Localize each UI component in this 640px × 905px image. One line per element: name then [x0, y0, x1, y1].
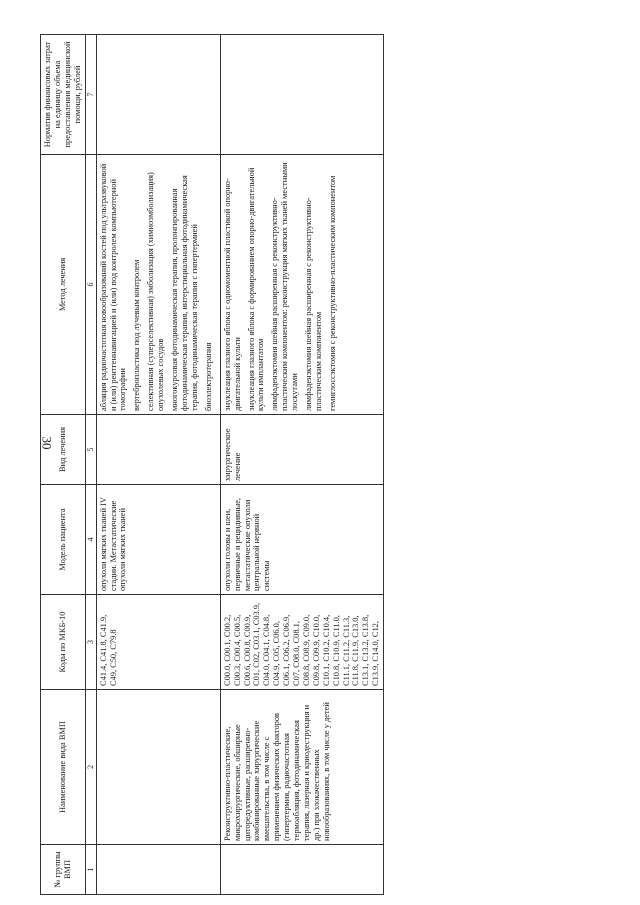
page-number: 30: [39, 436, 55, 450]
treatment-method-item: энуклеация глазного яблока с формированием опорно-двигательной культи имплантатом: [246, 167, 266, 411]
treatment-method-item: гемиглоссэктомия с реконструктивно-пластическим компонентом: [327, 175, 337, 411]
header-patient-model: Модель пациента: [41, 485, 86, 595]
vmp-table: [40, 34, 384, 895]
table-row: [220, 35, 384, 895]
icd-codes-cell: C00.0, C00.1, C00.2, C00.3, C00.4, C00.5, C00.6, C00.8, C00.9, C01, C02, C03.1, C03.9, C04.0, C04.1, C04.8, C04.9, C05, C06.0, C06.1, C06.2, C06.9, C07, C08.0, C08.1, C08.8, C08.9, C09.0, C09.8, C09.9, C10.0, C10.1, C10.2, C10.4, C10.8, C10.9, C11.0, C11.1, C11.2, C11.3, C11.8, C11.9, C13.0, C13.1, C13.2, C13.8, C13.9, C14.0, C12,: [220, 595, 384, 690]
cost-norm-cell: [96, 35, 220, 155]
header-cost-norm: Норматив финансовых затрат на единицу объема предоставления медицинской помощи, рублей: [41, 35, 86, 155]
column-number: 1: [85, 845, 96, 895]
treatment-type-cell: [96, 415, 220, 485]
header-vmp-name: Наименование вида ВМП: [41, 690, 86, 845]
treatment-method-item: биоэлектротерапия: [203, 342, 213, 411]
header-icd-codes: Коды по МКБ-10: [41, 595, 86, 690]
column-number: 4: [85, 485, 96, 595]
column-number: 5: [85, 415, 96, 485]
patient-model-cell: опухоли мягких тканей IV стадии. Метастатические опухоли мягких тканей: [96, 485, 220, 595]
treatment-method-item: селективная (суперселективная) эмболизация (химиоэмболизация) опухолевых сосудов: [146, 172, 166, 411]
group-number-cell: [96, 845, 220, 895]
header-treatment-type: Вид лечения: [41, 415, 86, 485]
vmp-name-cell: Реконструктивно-пластические, микрохирургические, обширные циторедуктивные, расширенно-комбинированные хирургические вмешательства, в том числе с применением физических факторов (гипертермия, радиочастотная термоабляция, фотодинамическая терапия, лазерная и криодеструкция и др.) при злокачественных новообразованиях, в том числе у детей: [220, 690, 384, 845]
treatment-method-cell: [220, 155, 384, 415]
header-group-number: № группы ВМП: [41, 845, 86, 895]
treatment-method-item: вертебропластика под лучевым контролем: [132, 259, 142, 411]
cost-norm-cell: [220, 35, 384, 155]
treatment-method-item: энуклеация глазного яблока с одномоментной пластикой опорно-двигательной культи: [222, 178, 242, 411]
column-number: 7: [85, 35, 96, 155]
column-number: 2: [85, 690, 96, 845]
column-number: 3: [85, 595, 96, 690]
icd-codes-cell: C41.4, C41.8, C41.9, C49, C50, C79.8: [96, 595, 220, 690]
treatment-method-item: лимфаденэктомия шейная расширенная с реконструктивно-пластическим компонентом: [304, 197, 323, 411]
treatment-type-cell: хирургическое лечение: [220, 415, 384, 485]
patient-model-cell: опухоли головы и шеи, первичные и рецидивные, метастатические опухоли центральной нервной системы: [220, 485, 384, 595]
header-row: [41, 35, 86, 895]
table-row: [96, 35, 220, 895]
treatment-method-item: лимфаденэктомия шейная расширенная с реконструктивно-пластическим компонентом: реконструкция мягких тканей местными лоскутами: [270, 162, 300, 411]
column-number-row: [85, 35, 96, 895]
group-number-cell: [220, 845, 384, 895]
header-treatment-method: Метод лечения: [41, 155, 86, 415]
treatment-method-cell: [96, 155, 220, 415]
rotated-table-sheet: [40, 35, 560, 895]
column-number: 6: [85, 155, 96, 415]
treatment-method-item: абляция радиочастотная новообразований костей под ультразвуковой и (или) рентгеннавигацией и (или) под контролем компьютерной томографии: [98, 163, 128, 411]
vmp-name-cell: [96, 690, 220, 845]
treatment-method-item: многокурсовая фотодинамическая терапия, пролонгированная фотодинамическая терапия, интерстициальная фотодинамическая терапия, фотодинамическая терапия с гипертермией: [170, 175, 199, 411]
